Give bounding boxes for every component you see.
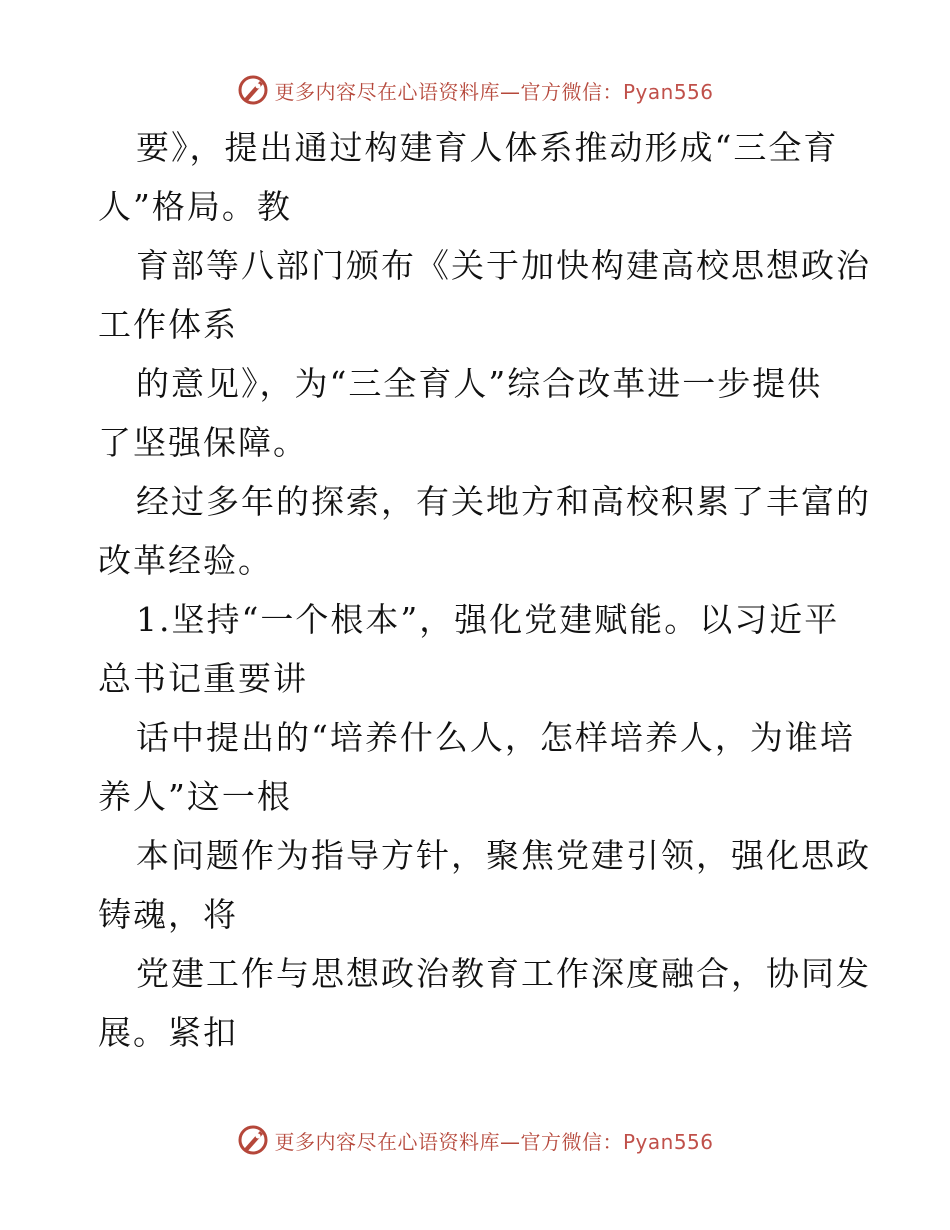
paragraph-3-line-2: 了坚强保障。 (98, 423, 308, 462)
paragraph-4-line-1: 经过多年的探索，有关地方和高校积累了丰富的 (136, 482, 871, 521)
paragraph-1-line-1: 要》，提出通过构建育人体系推动形成“三全育 (136, 128, 839, 167)
paragraph-3 (98, 354, 858, 472)
paragraph-6 (98, 708, 858, 826)
footer-banner-text (274, 1126, 713, 1155)
paragraph-7-line-2: 铸魂，将 (98, 895, 238, 934)
paragraph-2-line-2: 工作体系 (98, 305, 238, 344)
paragraph-5-line-1: 1.坚持“一个根本”，强化党建赋能。以习近平 (136, 600, 840, 639)
paragraph-6-line-2: 养人”这一根 (98, 777, 292, 816)
paragraph-2-line-1: 育部等八部门颁布《关于加快构建高校思想政治 (136, 246, 871, 285)
footer-banner (0, 1120, 950, 1160)
paragraph-3-line-1: 的意见》，为“三全育人”综合改革进一步提供 (136, 364, 823, 403)
paragraph-4-line-2: 改革经验。 (98, 541, 273, 580)
header-banner (0, 70, 950, 110)
paragraph-6-line-1: 话中提出的“培养什么人，怎样培养人，为谁培 (136, 718, 855, 757)
header-wechat-id: Pyan556 (622, 79, 714, 104)
paragraph-8-line-2: 展。紧扣 (98, 1013, 238, 1052)
paragraph-7 (98, 826, 871, 944)
paragraph-8 (98, 944, 871, 1062)
paragraph-5 (98, 590, 858, 708)
paragraph-1-line-2: 人”格局。教 (98, 187, 292, 226)
header-banner-text (274, 76, 713, 105)
paragraph-5-line-2: 总书记重要讲 (98, 659, 308, 698)
header-banner-label: 更多内容尽在心语资料库—官方微信： (274, 79, 623, 104)
pen-circle-logo-icon (236, 1123, 270, 1157)
footer-banner-label: 更多内容尽在心语资料库—官方微信： (274, 1129, 623, 1154)
document-body (98, 118, 871, 1062)
pen-circle-logo-icon (236, 73, 270, 107)
paragraph-4 (98, 472, 871, 590)
paragraph-2 (98, 236, 871, 354)
paragraph-7-line-1: 本问题作为指导方针，聚焦党建引领，强化思政 (136, 836, 871, 875)
footer-wechat-id: Pyan556 (622, 1129, 714, 1154)
paragraph-8-line-1: 党建工作与思想政治教育工作深度融合，协同发 (136, 954, 871, 993)
paragraph-1 (98, 118, 858, 236)
